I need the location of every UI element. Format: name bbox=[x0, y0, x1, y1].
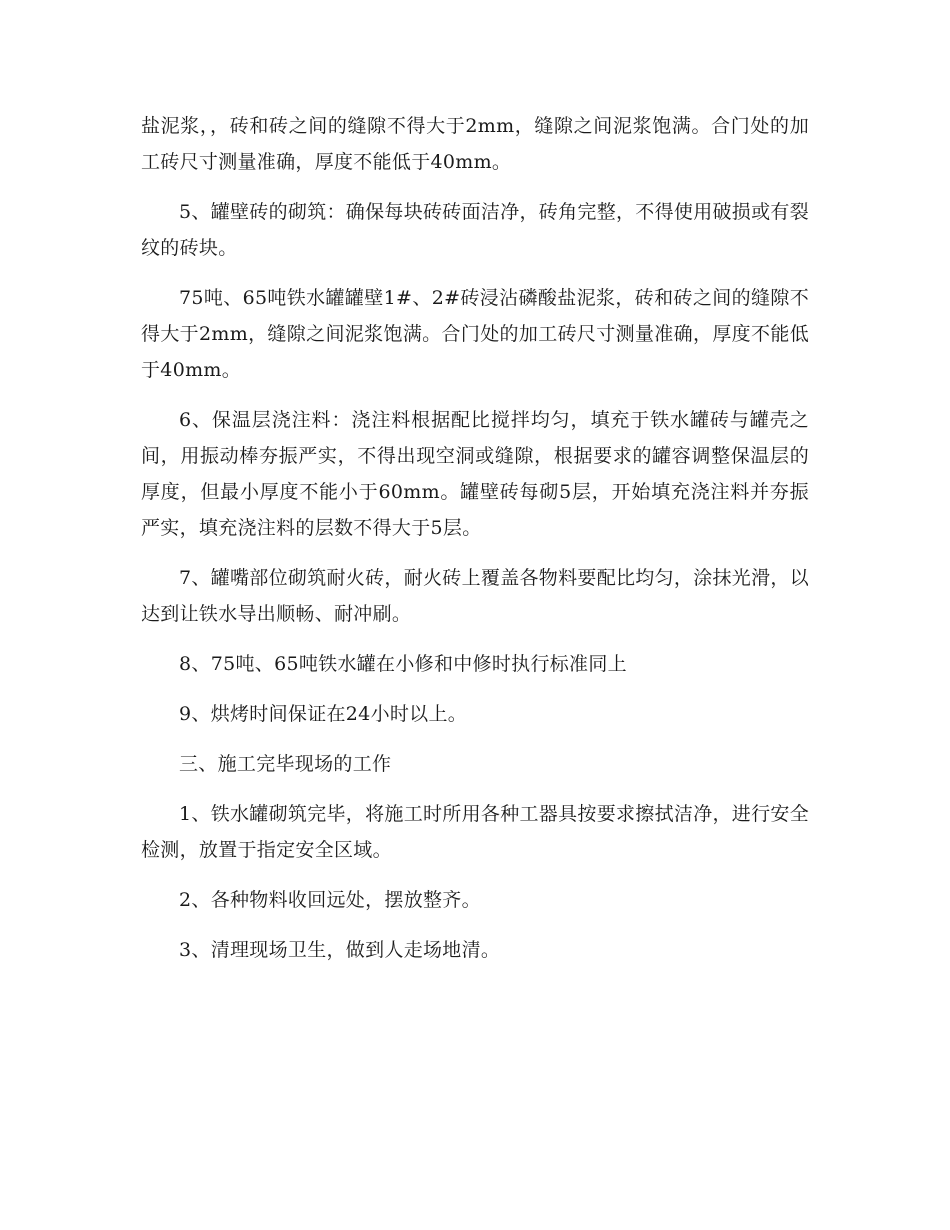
paragraph-item-8: 8、75吨、65吨铁水罐在小修和中修时执行标准同上 bbox=[179, 653, 627, 675]
paragraph-item-6: 6、保温层浇注料：浇注料根据配比搅拌均匀，填充于铁水罐砖与罐壳之间，用振动棒夯振严实，不得出现空洞或缝隙，根据要求的罐容调整保温层的厚度，但最小厚度不能小于60mm。罐壁砖每砌5层，开始填充浇注料并夯振严实，填充浇注料的层数不得大于5层。 bbox=[141, 409, 809, 539]
paragraph-step-2: 2、各种物料收回远处，摆放整齐。 bbox=[179, 889, 481, 911]
paragraph-step-1: 1、铁水罐砌筑完毕，将施工时所用各种工器具按要求擦拭洁净，进行安全检测，放置于指定安全区域。 bbox=[141, 803, 809, 861]
document-body bbox=[141, 108, 809, 982]
paragraph-item-7: 7、罐嘴部位砌筑耐火砖，耐火砖上覆盖各物料要配比均匀，涂抹光滑，以达到让铁水导出顺畅、耐冲刷。 bbox=[141, 567, 809, 625]
paragraph-continuation: 盐泥浆，，砖和砖之间的缝隙不得大于2mm，缝隙之间泥浆饱满。合门处的加工砖尺寸测量准确，厚度不能低于40mm。 bbox=[141, 115, 809, 173]
paragraph-wall-bricks: 75吨、65吨铁水罐罐壁1#、2#砖浸沾磷酸盐泥浆，砖和砖之间的缝隙不得大于2mm，缝隙之间泥浆饱满。合门处的加工砖尺寸测量准确，厚度不能低于40mm。 bbox=[141, 287, 809, 381]
paragraph-step-3: 3、清理现场卫生，做到人走场地清。 bbox=[179, 939, 501, 961]
paragraph-item-5: 5、罐壁砖的砌筑：确保每块砖砖面洁净，砖角完整，不得使用破损或有裂纹的砖块。 bbox=[141, 201, 809, 259]
paragraph-item-9: 9、烘烤时间保证在24小时以上。 bbox=[179, 703, 468, 725]
section-heading-3: 三、施工完毕现场的工作 bbox=[179, 753, 392, 775]
